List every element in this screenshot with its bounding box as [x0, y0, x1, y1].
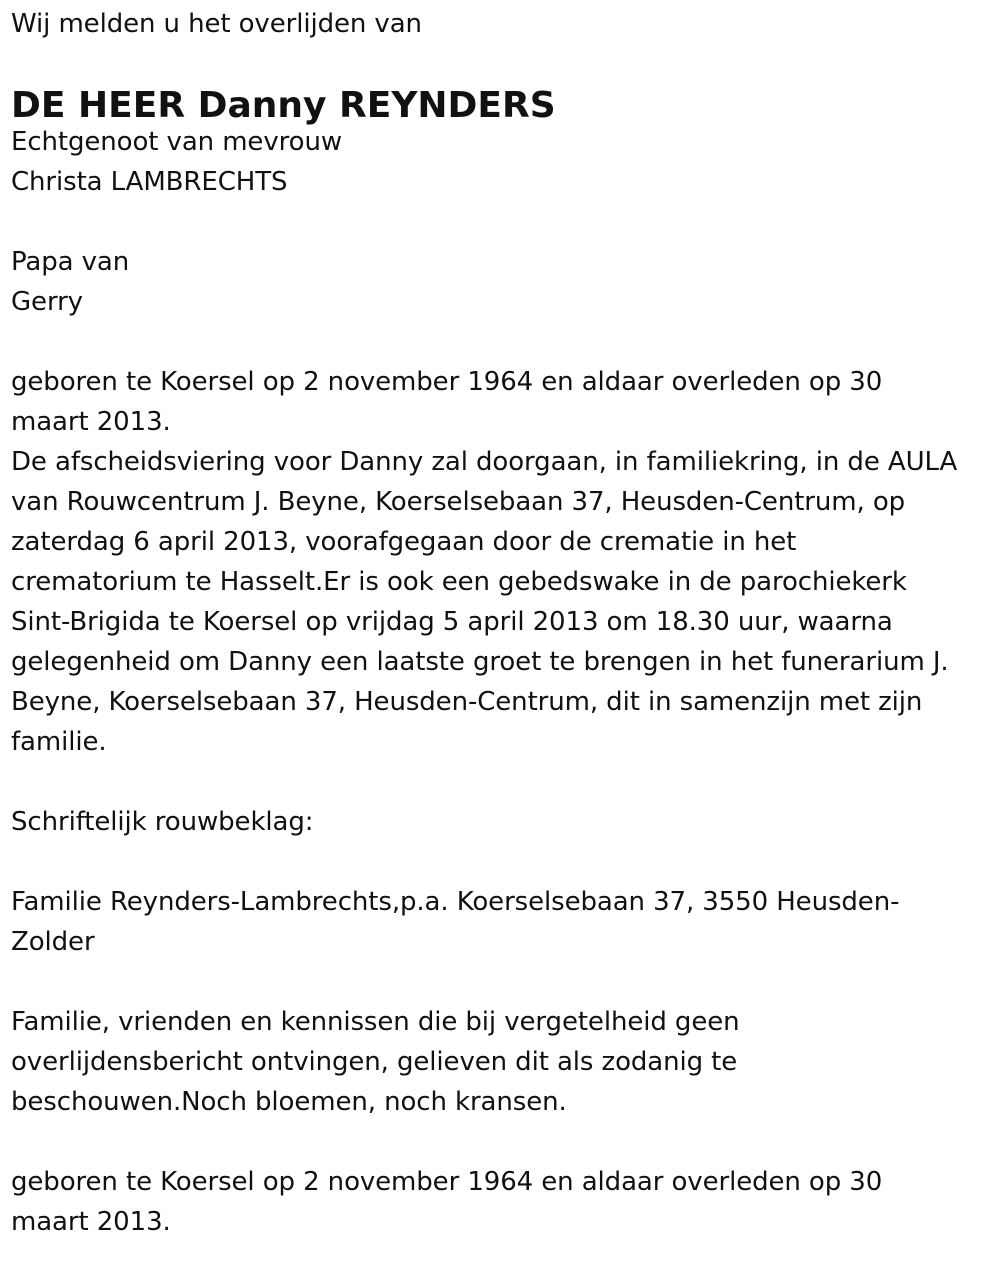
spacer — [11, 1122, 988, 1162]
closing-line: beschouwen.Noch bloemen, noch kransen. — [11, 1087, 567, 1117]
closing-line: overlijdensbericht ontvingen, gelieven dit als zodanig te — [11, 1047, 738, 1077]
ceremony-line: van Rouwcentrum J. Beyne, Koerselsebaan 37, Heusden-Centrum, op — [11, 487, 906, 517]
spouse-name: Christa LAMBRECHTS — [11, 167, 288, 197]
spacer — [11, 962, 988, 1002]
child-name: Gerry — [11, 287, 83, 317]
ceremony-line: Sint-Brigida te Koersel op vrijdag 5 april 2013 om 18.30 uur, waarna — [11, 607, 893, 637]
spouse-label: Echtgenoot van mevrouw — [11, 127, 342, 157]
birth-death-line: geboren te Koersel op 2 november 1964 en aldaar overleden op 30 — [11, 367, 883, 397]
ceremony-line: De afscheidsviering voor Danny zal doorgaan, in familiekring, in de AULA — [11, 447, 958, 477]
spacer — [11, 322, 988, 362]
ceremony-line: Beyne, Koerselsebaan 37, Heusden-Centrum, dit in samenzijn met zijn — [11, 687, 923, 717]
child-label: Papa van — [11, 247, 130, 277]
ceremony-line: familie. — [11, 727, 107, 757]
birth-death-line: maart 2013. — [11, 407, 171, 437]
closing-line: Familie, vrienden en kennissen die bij vergetelheid geen — [11, 1007, 740, 1037]
spacer — [11, 842, 988, 882]
birth-death-line: geboren te Koersel op 2 november 1964 en aldaar overleden op 30 — [11, 1167, 883, 1197]
ceremony-line: crematorium te Hasselt.Er is ook een gebedswake in de parochiekerk — [11, 567, 907, 597]
spacer — [11, 762, 988, 802]
ceremony-line: gelegenheid om Danny een laatste groet te brengen in het funerarium J. — [11, 647, 949, 677]
condolence-label: Schriftelijk rouwbeklag: — [11, 807, 314, 837]
intro-text: Wij melden u het overlijden van — [11, 9, 422, 39]
birth-death-line: maart 2013. — [11, 1207, 171, 1237]
deceased-name: DE HEER Danny REYNDERS — [11, 85, 556, 126]
ceremony-line: zaterdag 6 april 2013, voorafgegaan door de crematie in het — [11, 527, 797, 557]
address-line: Zolder — [11, 927, 95, 957]
address-line: Familie Reynders-Lambrechts,p.a. Koerselsebaan 37, 3550 Heusden- — [11, 887, 900, 917]
spacer — [11, 202, 988, 242]
